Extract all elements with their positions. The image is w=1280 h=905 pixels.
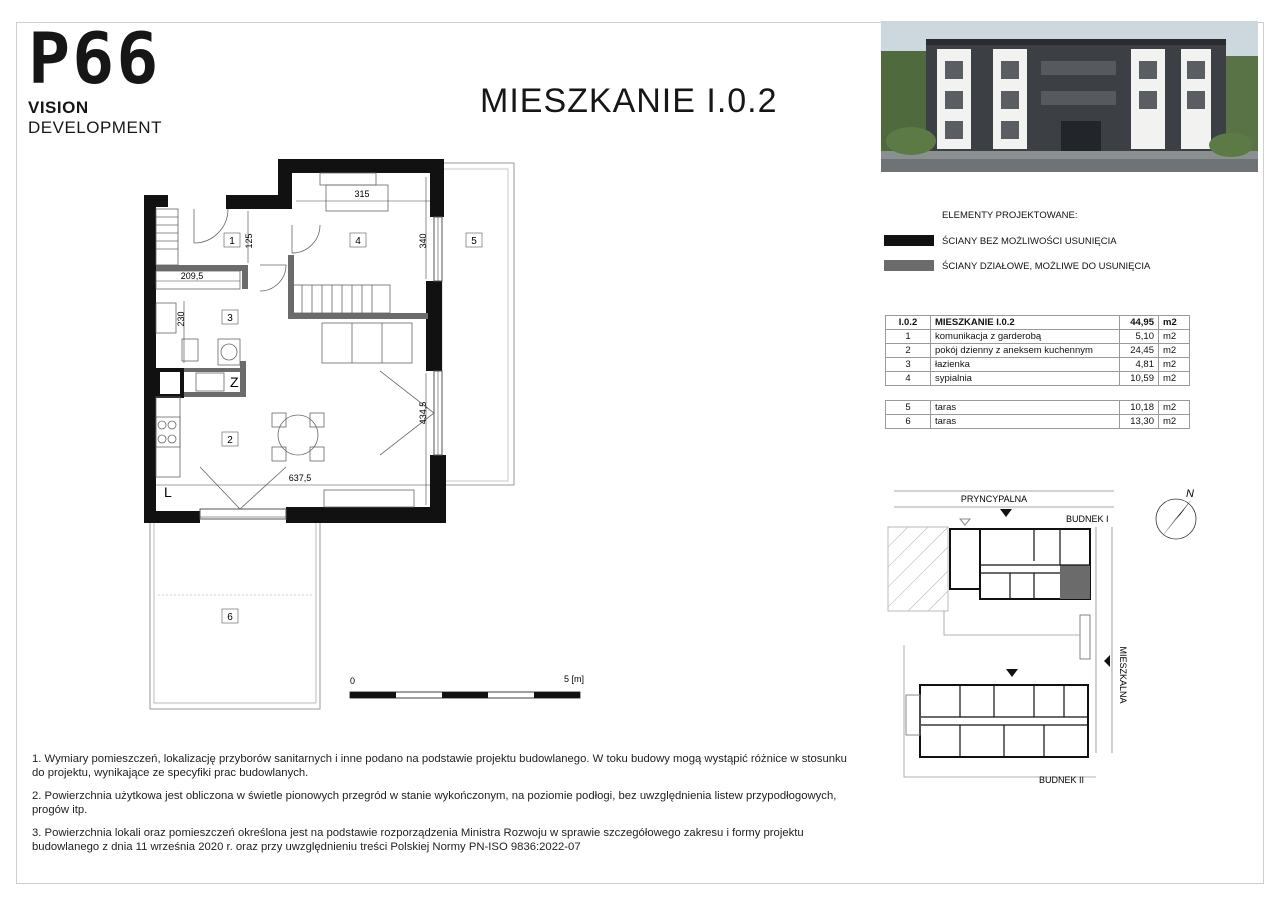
table-cell: taras — [931, 401, 1120, 415]
table-cell: 6 — [886, 415, 931, 429]
legend-title: ELEMENTY PROJEKTOWANE: — [942, 210, 1078, 221]
scale-zero: 0 — [350, 676, 356, 686]
table-cell: 24,45 — [1120, 344, 1159, 358]
table-row — [886, 401, 1190, 415]
table-row — [886, 415, 1190, 429]
table-cell: m2 — [1159, 344, 1190, 358]
note: 1. Wymiary pomieszczeń, lokalizację przyborów sanitarnych i inne podano na podstawie projektu budowlanego. W toku budowy mogą wystąpić różnice w stosunku do projektu, wynikające ze specyfiki prac budowlanych. — [32, 753, 847, 779]
table-cell: 5,10 — [1120, 330, 1159, 344]
street-label-top: PRYNCYPALNA — [960, 494, 1028, 504]
terrace-table — [885, 400, 1190, 429]
legend-swatch — [884, 260, 934, 271]
dimension-label: 125 — [244, 233, 254, 249]
table-cell: 4 — [886, 372, 931, 386]
building-render — [881, 21, 1258, 172]
table-cell: pokój dzienny z aneksem kuchennym — [931, 344, 1120, 358]
table-cell: m2 — [1159, 401, 1190, 415]
table-cell: m2 — [1159, 372, 1190, 386]
dimension-label: 315 — [354, 189, 370, 199]
dimension-label: 230 — [176, 311, 186, 327]
table-cell: 44,95 — [1120, 316, 1159, 330]
dimension-label: 637,5 — [288, 473, 312, 483]
table-cell: 10,59 — [1120, 372, 1159, 386]
room-label: 3 — [227, 313, 233, 324]
fixture-label-z: Z — [230, 374, 239, 390]
table-cell: 4,81 — [1120, 358, 1159, 372]
room-label: 4 — [355, 236, 361, 247]
table-cell: komunikacja z garderobą — [931, 330, 1120, 344]
table-cell: 1 — [886, 330, 931, 344]
legend-swatch — [884, 235, 934, 246]
room-label: 1 — [229, 236, 235, 247]
dimension-label: 340 — [418, 233, 428, 249]
scale-bar — [348, 672, 588, 712]
areas-table — [885, 315, 1190, 386]
scale-max: 5 [m] — [564, 674, 585, 684]
floor-plan — [140, 155, 530, 715]
legend-label: ŚCIANY DZIAŁOWE, MOŻLIWE DO USUNIĘCIA — [942, 261, 1151, 272]
building-label-2: BUDNEK II — [1038, 775, 1084, 785]
page-title: MIESZKANIE I.0.2 — [480, 82, 778, 120]
site-plan — [884, 485, 1204, 795]
table-cell: łazienka — [931, 358, 1120, 372]
logo — [28, 18, 208, 137]
table-cell: m2 — [1159, 316, 1190, 330]
table-cell: 2 — [886, 344, 931, 358]
room-label: 6 — [227, 612, 233, 623]
legend-label: ŚCIANY BEZ MOŻLIWOŚCI USUNIĘCIA — [942, 236, 1117, 247]
north-arrow-icon — [1156, 488, 1196, 539]
note: 2. Powierzchnia użytkowa jest obliczona w świetle pionowych przegród w stanie wykończonym, na poziomie podłogi, bez uwzględnienia listew przypodłogowych, progów itp. — [32, 790, 837, 816]
dimension-label: 209,5 — [180, 271, 204, 281]
logo-subtitle: VISION DEVELOPMENT — [28, 98, 162, 137]
building-label-1: BUDNEK I — [1066, 514, 1109, 524]
dimension-label: 434,5 — [418, 401, 428, 425]
table-row — [886, 372, 1190, 386]
table-cell: 3 — [886, 358, 931, 372]
room-label: 5 — [471, 236, 477, 247]
table-cell: I.0.2 — [886, 316, 931, 330]
table-cell: m2 — [1159, 330, 1190, 344]
table-row — [886, 344, 1190, 358]
svg-text:N: N — [1186, 488, 1194, 500]
table-cell: m2 — [1159, 358, 1190, 372]
table-cell: sypialnia — [931, 372, 1120, 386]
table-cell: 13,30 — [1120, 415, 1159, 429]
legend-item — [884, 260, 1194, 274]
table-cell: 5 — [886, 401, 931, 415]
table-cell: taras — [931, 415, 1120, 429]
table-cell: m2 — [1159, 415, 1190, 429]
table-row — [886, 358, 1190, 372]
table-header-row — [886, 316, 1190, 330]
street-label-right: MIESZKALNA — [1118, 646, 1128, 704]
legend-item — [884, 235, 1194, 249]
room-label: 2 — [227, 435, 233, 446]
logo-mark: P66 — [28, 18, 161, 100]
table-cell: 10,18 — [1120, 401, 1159, 415]
notes — [32, 752, 862, 863]
note: 3. Powierzchnia lokali oraz pomieszczeń określona jest na podstawie rozporządzenia Ministra Rozwoju w sprawie szczegółowego zakresu i formy projektu budowlanego z dnia 11 września 2020 r. oraz przy uwzględnieniu treści Polskiej Normy PN-ISO 9836:2022-07 — [32, 827, 804, 853]
table-row — [886, 330, 1190, 344]
fixture-label-l: L — [164, 484, 172, 500]
table-cell: MIESZKANIE I.0.2 — [931, 316, 1120, 330]
